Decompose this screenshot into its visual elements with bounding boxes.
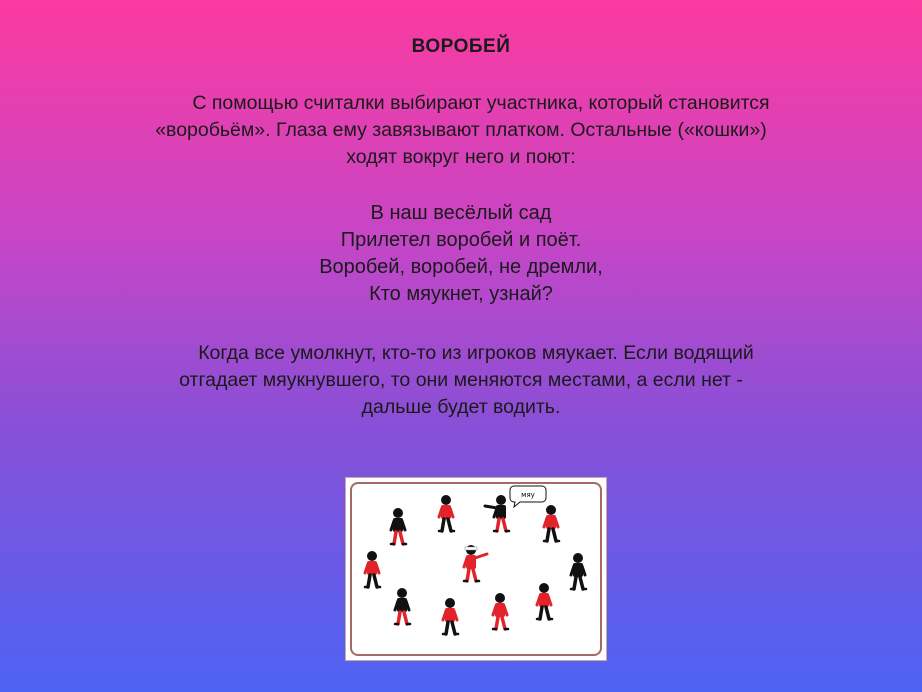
poem-line: В наш весёлый сад	[370, 202, 552, 224]
child-figure	[443, 598, 458, 634]
intro-line: «воробьём». Глаза ему завязывают платком. Остальные («кошки»)	[155, 119, 767, 141]
outro-line: дальше будет водить.	[361, 396, 561, 418]
children-circle-drawing	[346, 478, 608, 662]
child-figure	[439, 495, 454, 531]
child-figure	[365, 551, 380, 587]
child-figure	[544, 505, 559, 541]
outro-paragraph	[80, 340, 842, 421]
intro-line: ходят вокруг него и поют:	[346, 146, 576, 168]
speech-bubble-text: мяу	[521, 491, 535, 499]
poem-line: Воробей, воробей, не дремли,	[319, 256, 603, 278]
poem-line: Прилетел воробей и поёт.	[340, 229, 582, 251]
poem-line: Кто мяукнет, узнай?	[369, 283, 553, 305]
child-figure	[464, 545, 487, 581]
intro-line: С помощью считалки выбирают участника, который становится	[192, 92, 770, 114]
child-figure	[537, 583, 552, 619]
intro-paragraph	[80, 90, 842, 171]
child-figure	[485, 495, 509, 531]
speech-bubble	[510, 486, 546, 507]
child-figure	[493, 593, 508, 629]
poem	[80, 200, 842, 308]
slide-title: ВОРОБЕЙ	[411, 36, 511, 57]
outro-line: отгадает мяукнувшего, то они меняются местами, а если нет -	[179, 369, 743, 391]
outro-line: Когда все умолкнут, кто-то из игроков мяукает. Если водящий	[198, 342, 754, 364]
child-figure	[571, 553, 586, 589]
blindfold	[465, 547, 477, 550]
child-figure	[395, 588, 410, 624]
game-illustration	[345, 477, 607, 661]
child-figure	[391, 508, 406, 544]
